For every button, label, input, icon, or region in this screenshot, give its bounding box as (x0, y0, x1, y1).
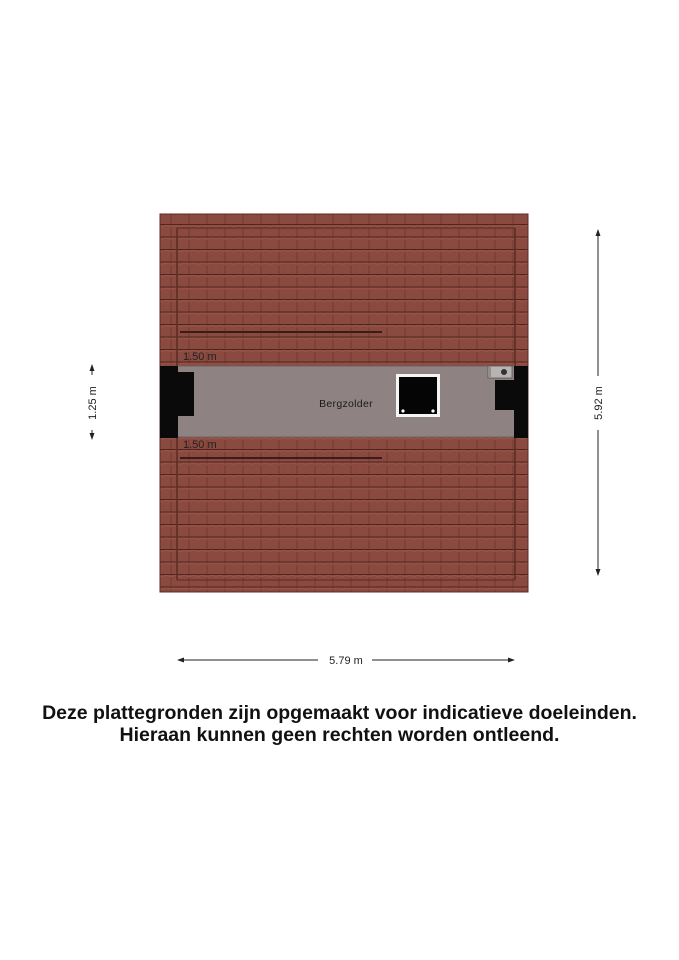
room-label: Bergzolder (319, 398, 373, 410)
dimension-depth-label: 1.25 m (87, 386, 99, 420)
wall-right (514, 366, 528, 438)
vent-fixture (488, 366, 512, 378)
dimension-width-label: 5.79 m (329, 655, 363, 667)
dimension-height (593, 229, 605, 576)
roof-top (160, 214, 528, 366)
height-label-top: 1.50 m (183, 351, 217, 363)
dimension-depth (87, 364, 99, 440)
disclaimer-line-2: Hieraan kunnen geen rechten worden ontleend. (119, 724, 560, 746)
disclaimer-line-1: Deze plattegronden zijn opgemaakt voor indicatieve doeleinden. (42, 702, 637, 724)
roof-bottom (160, 437, 528, 592)
wall-right-notch (495, 380, 515, 410)
roof-hatch (396, 374, 440, 417)
wall-left (160, 366, 178, 438)
wall-left-notch (177, 372, 194, 416)
dimension-width (177, 655, 515, 667)
height-label-bottom: 1.50 m (183, 439, 217, 451)
dimension-height-label: 5.92 m (593, 386, 605, 420)
